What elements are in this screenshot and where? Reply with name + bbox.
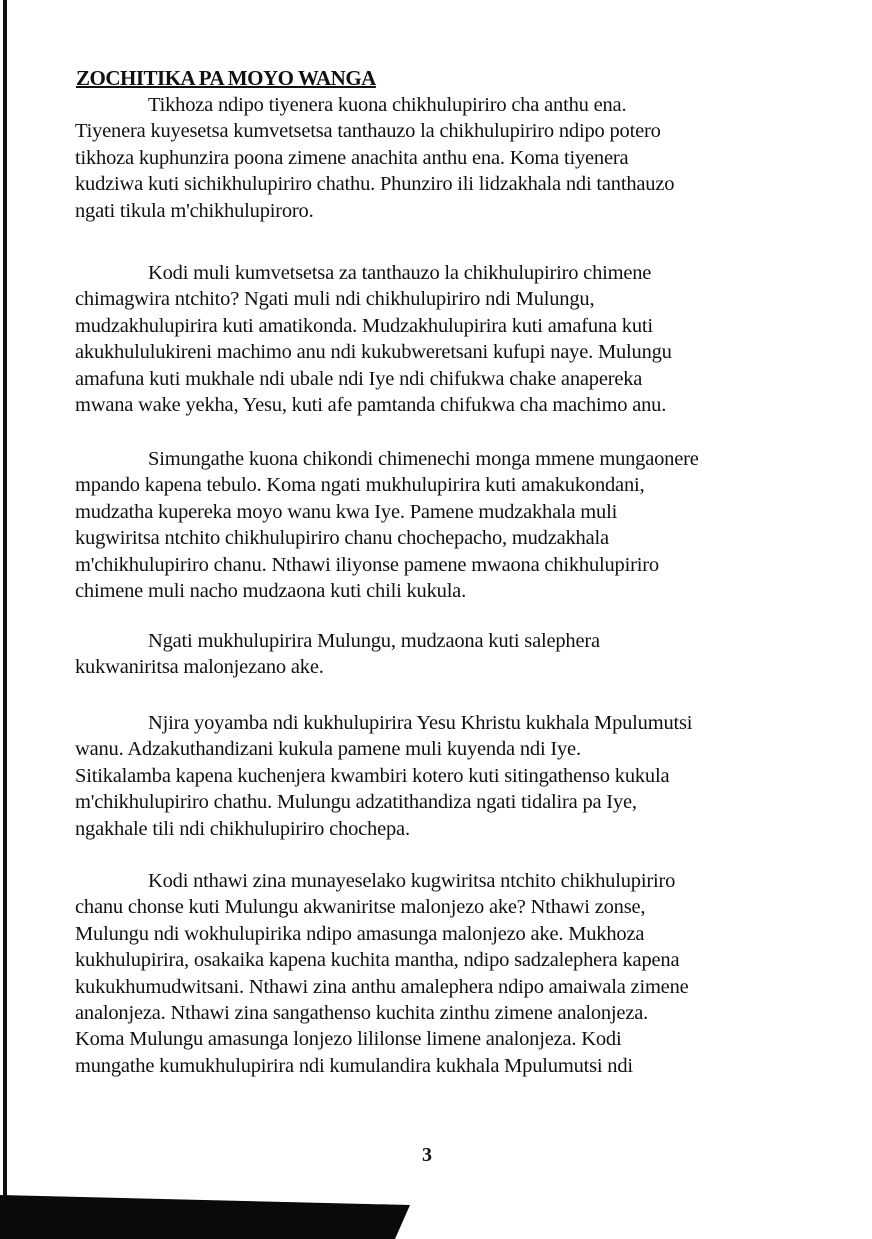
text-line: ngati tikula m'chikhulupiroro. bbox=[75, 199, 314, 222]
text-line: Tikhoza ndipo tiyenera kuona chikhulupiriro cha anthu ena. bbox=[148, 94, 627, 116]
text-line: Njira yoyamba ndi kukhulupirira Yesu Khristu kukhala Mpulumutsi bbox=[148, 712, 693, 734]
text-line: chimene muli nacho mudzaona kuti chili kukula. bbox=[75, 579, 467, 602]
text-line: kukwaniritsa malonjezano ake. bbox=[75, 656, 324, 679]
page-heading: ZOCHITIKA PA MOYO WANGA bbox=[76, 66, 376, 90]
paragraph-5 bbox=[75, 710, 795, 842]
text-line: amafuna kuti mukhale ndi ubale ndi Iye ndi chifukwa chake anapereka bbox=[75, 367, 643, 390]
text-line: Mulungu ndi wokhulupirika ndipo amasunga malonjezo ake. Mukhoza bbox=[75, 922, 645, 945]
text-line: chanu chonse kuti Mulungu akwaniritse malonjezo ake? Nthawi zonse, bbox=[75, 896, 646, 919]
text-line: tikhoza kuphunzira poona zimene anachita anthu ena. Koma tiyenera bbox=[75, 146, 629, 169]
text-line: mudzatha kupereka moyo wanu kwa Iye. Pamene mudzakhala muli bbox=[75, 500, 618, 523]
paragraph-3 bbox=[75, 446, 795, 604]
text-line: kugwiritsa ntchito chikhulupiriro chanu chochepacho, mudzakhala bbox=[75, 527, 609, 550]
text-line: Kodi nthawi zina munayeselako kugwiritsa ntchito chikhulupiriro bbox=[148, 870, 676, 892]
page-number: 3 bbox=[422, 1144, 432, 1166]
text-line: wanu. Adzakuthandizani kukula pamene muli kuyenda ndi Iye. bbox=[75, 738, 581, 761]
text-line: analonjeza. Nthawi zina sangathenso kuchita zinthu zimene analonjeza. bbox=[75, 1001, 649, 1024]
text-line: kukhulupirira, osakaika kapena kuchita mantha, ndipo sadzalephera kapena bbox=[75, 949, 680, 972]
text-line: m'chikhulupiriro chanu. Nthawi iliyonse pamene mwaona chikhulupiriro bbox=[75, 553, 659, 576]
text-line: Koma Mulungu amasunga lonjezo lililonse limene analonjeza. Kodi bbox=[75, 1028, 622, 1051]
text-line: mungathe kumukhulupirira ndi kumulandira kukhala Mpulumutsi ndi bbox=[75, 1054, 633, 1077]
text-line: Tiyenera kuyesetsa kumvetsetsa tanthauzo la chikhulupiriro ndipo potero bbox=[75, 120, 661, 143]
text-line: ngakhale tili ndi chikhulupiriro chochepa. bbox=[75, 817, 410, 840]
bottom-edge-shadow bbox=[0, 1195, 410, 1239]
paragraph-1 bbox=[75, 92, 795, 224]
left-edge-shadow bbox=[3, 0, 7, 1200]
text-line: mudzakhulupirira kuti amatikonda. Mudzakhulupirira kuti amafuna kuti bbox=[75, 314, 653, 337]
text-line: mpando kapena tebulo. Koma ngati mukhulupirira kuti amakukondani, bbox=[75, 474, 645, 497]
text-line: akukhululukireni machimo anu ndi kukubweretsani kufupi naye. Mulungu bbox=[75, 341, 672, 364]
text-line: Simungathe kuona chikondi chimenechi monga mmene mungaonere bbox=[148, 448, 699, 470]
text-line: mwana wake yekha, Yesu, kuti afe pamtanda chifukwa cha machimo anu. bbox=[75, 393, 667, 416]
text-line: Sitikalamba kapena kuchenjera kwambiri kotero kuti sitingathenso kukula bbox=[75, 764, 670, 787]
paragraph-2 bbox=[75, 260, 795, 418]
paragraph-6 bbox=[75, 868, 795, 1079]
text-line: chimagwira ntchito? Ngati muli ndi chikhulupiriro ndi Mulungu, bbox=[75, 288, 595, 311]
text-line: kudziwa kuti sichikhulupiriro chathu. Phunziro ili lidzakhala ndi tanthauzo bbox=[75, 173, 675, 196]
text-line: m'chikhulupiriro chathu. Mulungu adzatithandiza ngati tidalira pa Iye, bbox=[75, 791, 637, 814]
text-line: Ngati mukhulupirira Mulungu, mudzaona kuti salephera bbox=[148, 630, 600, 652]
text-line: kukukhumudwitsani. Nthawi zina anthu amalephera ndipo amaiwala zimene bbox=[75, 975, 689, 998]
paragraph-4 bbox=[75, 628, 795, 681]
text-line: Kodi muli kumvetsetsa za tanthauzo la chikhulupiriro chimene bbox=[148, 262, 652, 284]
